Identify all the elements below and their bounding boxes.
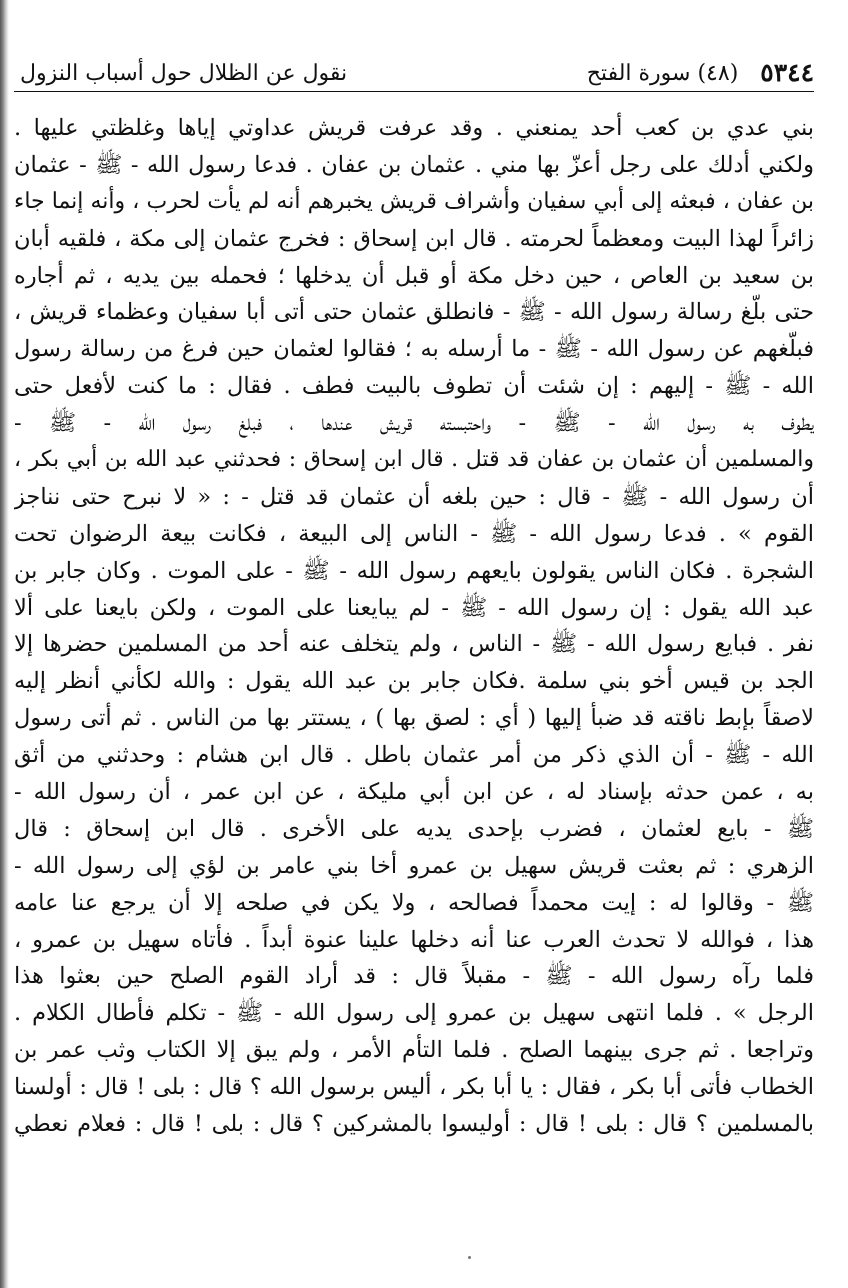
text-line: هذا ، فوالله لا تحدث العرب عنا أنه دخلها علينا عنوة أبداً . فأتاه سهيل بن عمرو ، [14,926,814,953]
text-line: فبلّغهم عن رسول الله - ﷺ - ما أرسله به ؛ فقالوا لعثمان حين فرغ من رسالة رسول [14,336,814,363]
text-line: زائراً لهذا البيت ومعظماً لحرمته . قال ابن إسحاق : فخرج عثمان إلى مكة ، فلقيه أبان [14,225,814,252]
text-line: القوم » . فدعا رسول الله - ﷺ - الناس إلى البيعة ، فكانت بيعة الرضوان تحت [14,520,814,547]
text-line: الخطاب فأتى أبا بكر ، فقال : يا أبا بكر ، أليس برسول الله ؟ قال : بلى ! قال : أولسنا [14,1074,814,1101]
text-line: الرجل » . فلما انتهى سهيل بن عمرو إلى رسول الله - ﷺ - تكلم فأطال الكلام . [14,1000,814,1027]
running-title: نقول عن الظلال حول أسباب النزول [20,61,348,86]
text-line: بن عفان ، فبعثه إلى أبي سفيان وأشراف قريش يخبرهم أنه لم يأت لحرب ، وأنه إنما جاء [14,188,814,214]
text-line: عبد الله يقول : إن رسول الله - ﷺ - لم يبايعنا على الموت ، ولكن بايعنا على ألا [14,594,814,621]
text-line: يطوف به رسول الله - ﷺ - واحتبسته قريش عندها ، فبلغ رسول الله - ﷺ - [14,410,814,437]
text-line: حتى بلّغ رسالة رسول الله - ﷺ - فانطلق عثمان حتى أتى أبا سفيان وعظماء قريش ، [14,299,814,326]
text-line: فلما رآه رسول الله - ﷺ - مقبلاً قال : قد أراد القوم الصلح حين بعثوا هذا [14,963,814,990]
text-line: بالمسلمين ؟ قال : بلى ! قال : أوليسوا بالمشركين ؟ قال : بلى ! قال : فعلام نعطي [14,1111,814,1138]
text-line: الجد بن قيس أخو بني سلمة .فكان جابر بن عبد الله يقول : والله لكأني أنظر إليه [14,668,814,695]
text-line: الله - ﷺ - إليهم : إن شئت أن تطوف بالبيت فطف . فقال : ما كنت لأفعل حتى [14,373,814,400]
text-line: الزهري : ثم بعثت قريش سهيل بن عمرو أخا بني عامر بن لؤي إلى رسول الله - [14,852,814,879]
page-binding-edge [0,0,9,1288]
text-line: بني عدي بن كعب أحد يمنعني . وقد عرفت قريش عداوتي إياها وغلظتي عليها . [14,115,814,141]
page-speck [468,1256,471,1259]
text-line: بن سعيد بن العاص ، حين دخل مكة أو قبل أن يدخلها ؛ فحمله بين يديه ، ثم أجاره [14,262,814,289]
surah-title: (٤٨) سورة الفتح [586,61,739,86]
text-line: الشجرة . فكان الناس يقولون بايعهم رسول الله - ﷺ - على الموت . وكان جابر بن [14,557,814,584]
text-line: نفر . فبايع رسول الله - ﷺ - الناس ، ولم يتخلف عنه أحد من المسلمين حضرها إلا [14,631,814,658]
text-line: وتراجعا . ثم جرى بينهما الصلح . فلما التأم الأمر ، ولم يبق إلا الكتاب وثب عمر بن [14,1037,814,1064]
body-text [14,110,814,1143]
text-line: أن رسول الله - ﷺ - قال : حين بلغه أن عثمان قد قتل - : « لا نبرح حتى نناجز [14,483,814,510]
text-line: ولكني أدلك على رجل أعزّ بها مني . عثمان بن عفان . فدعا رسول الله - ﷺ - عثمان [14,151,814,178]
text-line: ﷺ - وقالوا له : إيت محمداً فصالحه ، ولا يكن في صلحه إلا أن يرجع عنا عامه [14,889,814,916]
text-line: به ، عمن حدثه بإسناد له ، عن ابن أبي مليكة ، عن ابن عمر ، أن رسول الله - [14,779,814,806]
book-page [14,50,814,1250]
text-line: والمسلمين أن عثمان بن عفان قد قتل . قال ابن إسحاق : فحدثني عبد الله بن أبي بكر ، [14,447,814,473]
text-line: الله - ﷺ - أن الذي ذكر من أمر عثمان باطل . قال ابن هشام : وحدثني من أثق [14,742,814,769]
text-line: لاصقاً بإبط ناقته قد ضبأ إليها ( أي : لصق بها ) ، يستتر بها من الناس . ثم أتى رسول [14,705,814,732]
page-number: ٥٣٤٤ [760,58,814,87]
text-line: ﷺ - بايع لعثمان ، فضرب بإحدى يديه على الأخرى . قال ابن إسحاق : قال [14,815,814,842]
page-header [14,50,814,92]
